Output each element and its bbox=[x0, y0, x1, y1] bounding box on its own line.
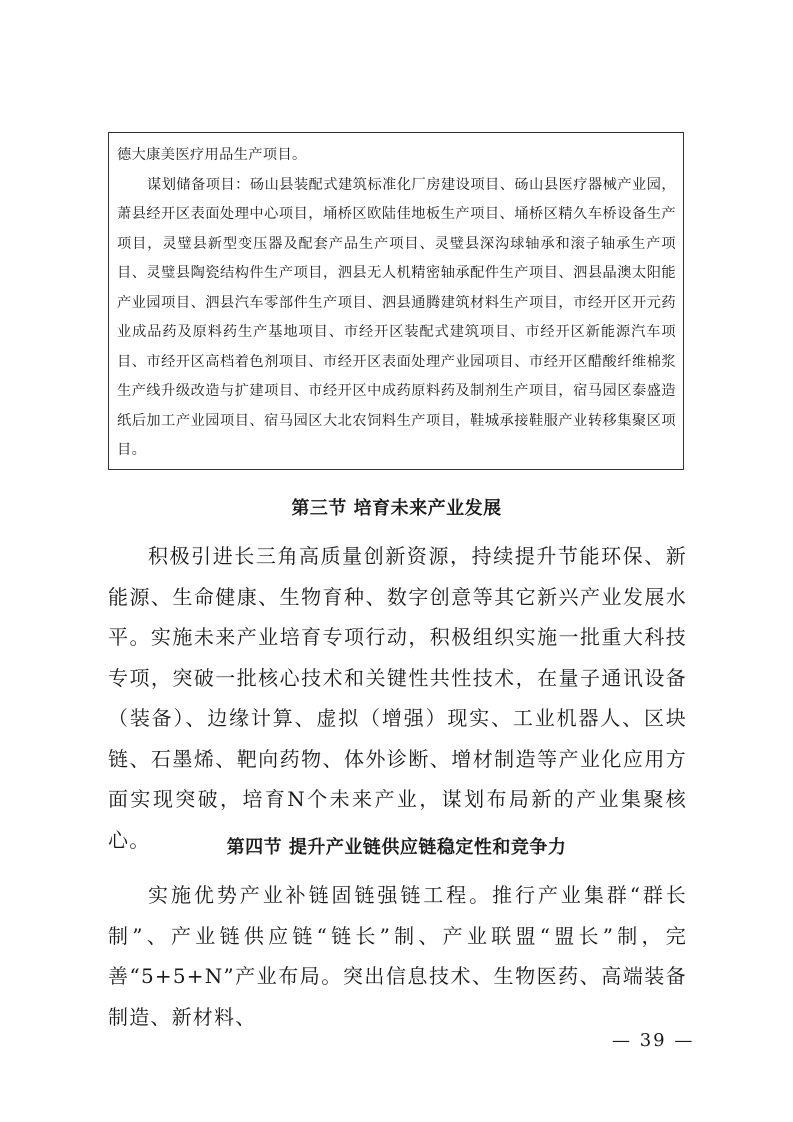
section-4-heading: 第四节 提升产业链供应链稳定性和竞争力 bbox=[226, 837, 567, 858]
project-list-box bbox=[108, 132, 684, 470]
section-3-paragraph: 积极引进长三角高质量创新资源，持续提升节能环保、新能源、生命健康、生物育种、数字创意等其它新兴产业发展水平。实施未来产业培育专项行动，积极组织实施一批重大科技专项，突破一批核心技术和关键性共性技术，在量子通讯设备（装备）、边缘计算、虚拟（增强）现实、工业机器人、区块链、石墨烯、靶向药物、体外诊断、增材制造等产业化应用方面实现突破，培育N个未来产业，谋划布局新的产业集聚核心。 bbox=[108, 544, 687, 852]
section-3-heading: 第三节 培育未来产业发展 bbox=[291, 498, 502, 519]
section-4-paragraph: 实施优势产业补链固链强链工程。推行产业集群“群长制”、产业链供应链“链长”制、产业联盟“盟长”制，完善“5+5+N”产业布局。突出信息技术、生物医药、高端装备制造、新材料、 bbox=[108, 883, 687, 1029]
page-number: — 39 — bbox=[612, 1030, 695, 1051]
box-line-continuation: 德大康美医疗用品生产项目。 bbox=[117, 147, 307, 163]
box-reserve-projects: 谋划储备项目：砀山县装配式建筑标准化厂房建设项目、砀山县医疗器械产业园，萧县经开区表面处理中心项目，埇桥区欧陆佳地板生产项目、埇桥区精久车桥设备生产项目，灵璧县新型变压器及配套产品生产项目、灵璧县深沟球轴承和滚子轴承生产项目、灵璧县陶瓷结构件生产项目，泗县无人机精密轴承配件生产项目、泗县晶澳太阳能产业园项目、泗县汽车零部件生产项目、泗县通腾建筑材料生产项目，市经开区开元药业成品药及原料药生产基地项目、市经开区装配式建筑项目、市经开区新能源汽车项目、市经开区高档着色剂项目、市经开区表面处理产业园项目、市经开区醋酸纤维棉浆生产线升级改造与扩建项目、市经开区中成药原料药及制剂生产项目，宿马园区泰盛造纸后加工产业园项目、宿马园区大北农饲料生产项目，鞋城承接鞋服产业转移集聚区项目。 bbox=[117, 176, 676, 458]
